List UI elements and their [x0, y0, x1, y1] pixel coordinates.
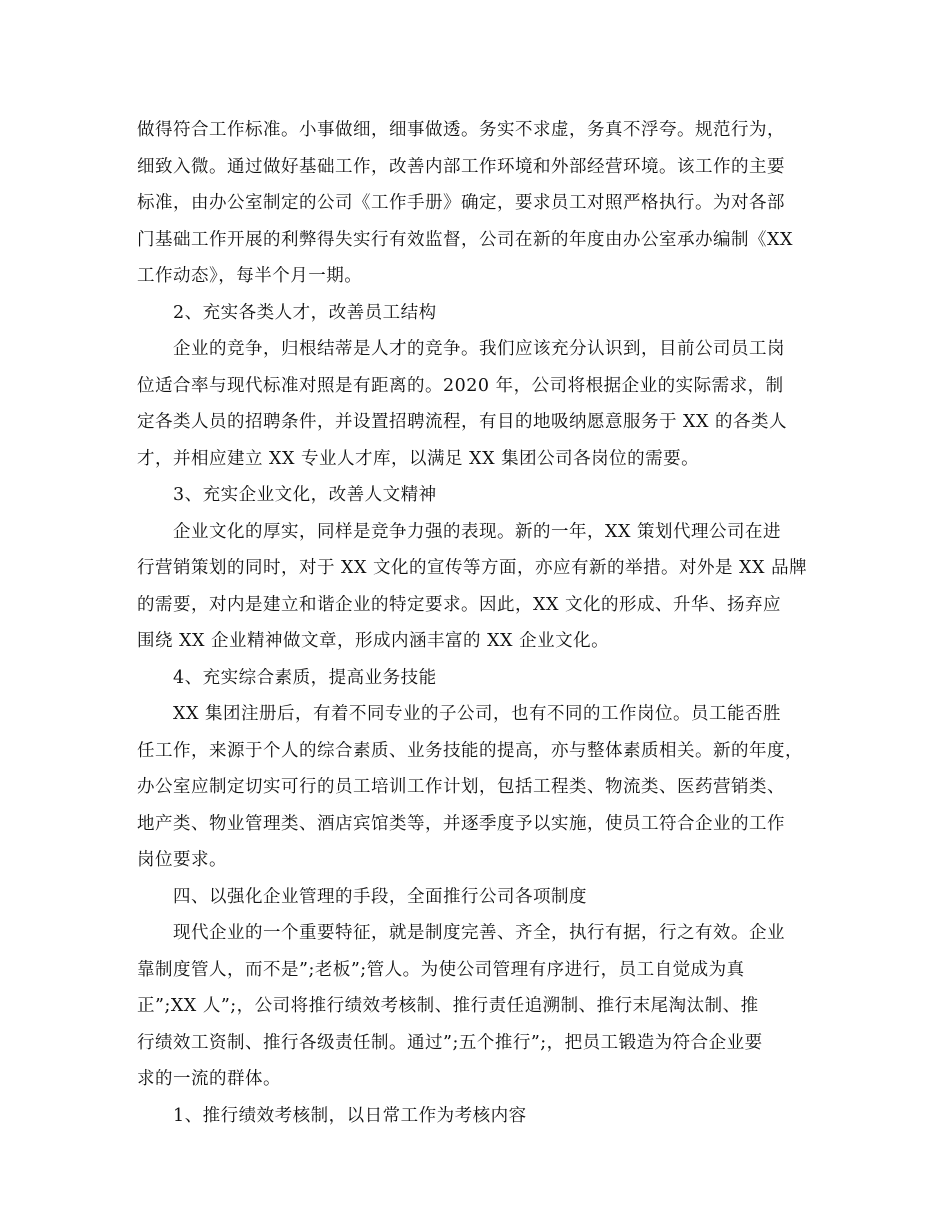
text-line: 岗位要求。	[137, 850, 227, 870]
text-line: 办公室应制定切实可行的员工培训工作计划，包括工程类、物流类、医药营销类、	[137, 777, 785, 797]
text-line: 标准，由办公室制定的公司《工作手册》确定，要求员工对照严格执行。为对各部	[137, 193, 785, 213]
text-line: 四、以强化企业管理的手段，全面推行公司各项制度	[173, 886, 587, 907]
text-line: 4、充实综合素质，提高业务技能	[173, 667, 437, 688]
text-line: 的需要，对内是建立和谐企业的特定要求。因此，XX 文化的形成、升华、扬弃应	[137, 594, 781, 615]
text-line: 位适合率与现代标准对照是有距离的。2020 年，公司将根据企业的实际需求，制	[137, 375, 784, 396]
text-line: 求的一流的群体。	[137, 1069, 281, 1089]
text-line: 靠制度管人，而不是”;老板”;管人。为使公司管理有序进行，员工自觉成为真	[137, 959, 745, 980]
text-line: 任工作，来源于个人的综合素质、业务技能的提高，亦与整体素质相关。新的年度，	[137, 740, 803, 761]
text-line: 才，并相应建立 XX 专业人才库，以满足 XX 集团公司各岗位的需要。	[137, 448, 700, 469]
text-line: 定各类人员的招聘条件，并设置招聘流程，有目的地吸纳愿意服务于 XX 的各类人	[137, 412, 788, 432]
text-line: 行营销策划的同时，对于 XX 文化的宣传等方面，亦应有新的举措。对外是 XX 品牌	[137, 558, 808, 578]
text-line: 门基础工作开展的利弊得失实行有效监督，公司在新的年度由办公室承办编制《XX	[137, 229, 793, 250]
text-line: 3、充实企业文化，改善人文精神	[173, 485, 437, 505]
text-line: 细致入微。通过做好基础工作，改善内部工作环境和外部经营环境。该工作的主要	[137, 156, 785, 177]
text-line: 做得符合工作标准。小事做细，细事做透。务实不求虚，务真不浮夸。规范行为，	[137, 120, 785, 140]
text-line: 企业的竞争，归根结蒂是人才的竞争。我们应该充分认识到，目前公司员工岗	[173, 339, 785, 359]
text-line: 工作动态》，每半个月一期。	[137, 266, 363, 286]
text-line: 现代企业的一个重要特征，就是制度完善、齐全，执行有据，行之有效。企业	[173, 923, 785, 943]
text-line: 围绕 XX 企业精神做文章，形成内涵丰富的 XX 企业文化。	[137, 631, 610, 651]
text-line: 正”;XX 人”;，公司将推行绩效考核制、推行责任追溯制、推行末尾淘汰制、推	[137, 996, 759, 1016]
text-line: 2、充实各类人才，改善员工结构	[173, 302, 437, 323]
text-line: 1、推行绩效考核制，以日常工作为考核内容	[173, 1105, 527, 1126]
text-line: 企业文化的厚实，同样是竞争力强的表现。新的一年，XX 策划代理公司在进	[173, 521, 781, 542]
text-line: 地产类、物业管理类、酒店宾馆类等，并逐季度予以实施，使员工符合企业的工作	[137, 813, 785, 834]
text-line: 行绩效工资制、推行各级责任制。通过”;五个推行”;，把员工锻造为符合企业要	[137, 1032, 763, 1053]
text-line: XX 集团注册后，有着不同专业的子公司，也有不同的工作岗位。员工能否胜	[173, 704, 781, 724]
